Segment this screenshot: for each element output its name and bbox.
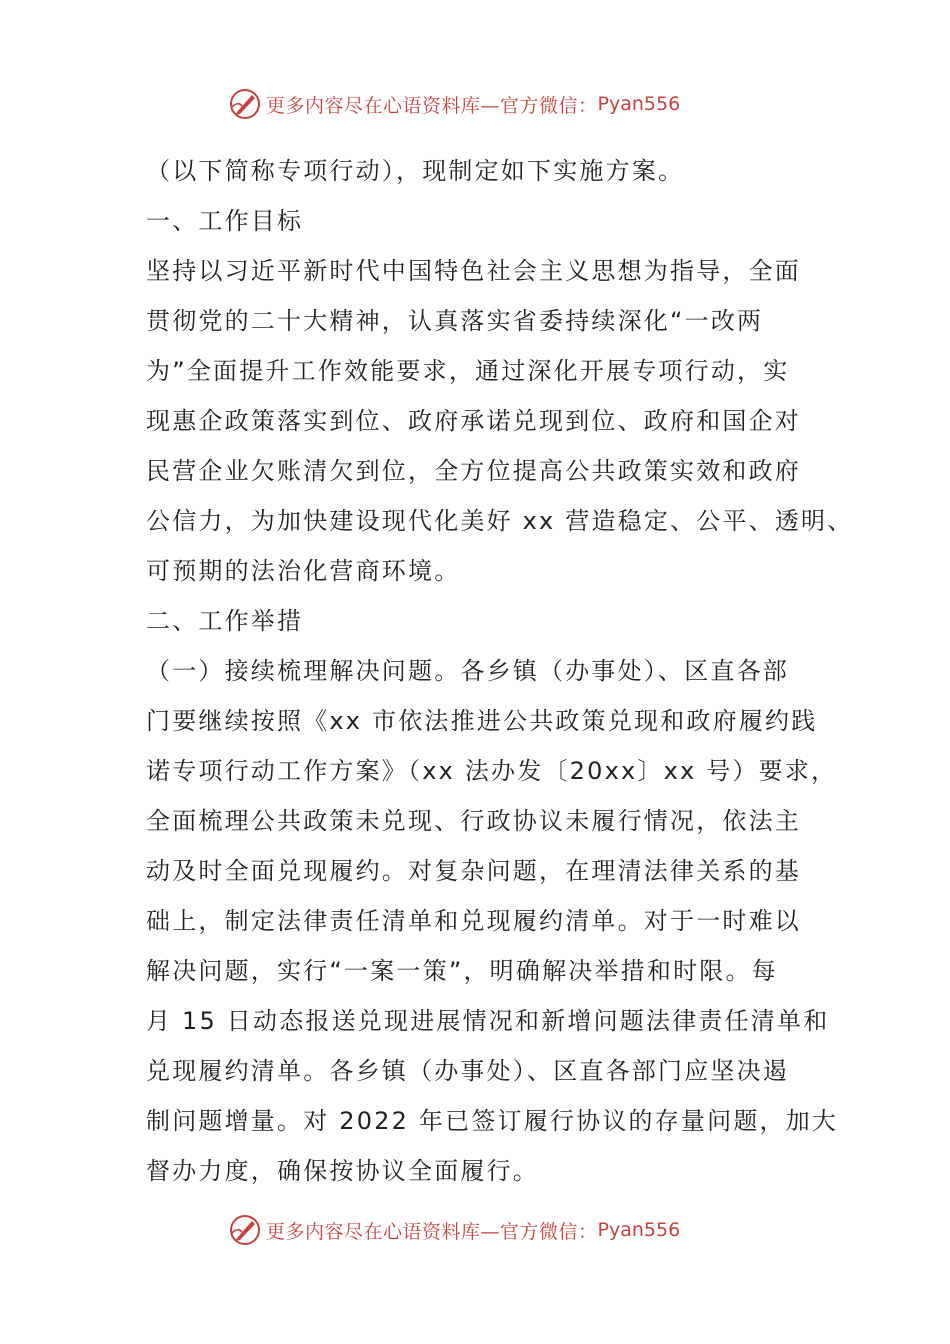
text-line: 门要继续按照《xx 市依法推进公共政策兑现和政府履约践 xyxy=(146,707,818,735)
text-line: （以下简称专项行动），现制定如下实施方案。 xyxy=(146,157,685,185)
text-line: 诺专项行动工作方案》（xx 法办发〔20xx〕xx 号）要求， xyxy=(146,757,838,785)
watermark-text: 更多内容尽在心语资料库—官方微信： xyxy=(266,1220,598,1243)
watermark-contact: Pyan556 xyxy=(597,1219,681,1241)
text-line: 现惠企政策落实到位、政府承诺兑现到位、政府和国企对 xyxy=(146,407,801,435)
text-line: 全面梳理公共政策未兑现、行政协议未履行情况，依法主 xyxy=(146,807,801,835)
document-body xyxy=(146,146,854,1196)
text-line: 坚持以习近平新时代中国特色社会主义思想为指导，全面 xyxy=(146,257,801,285)
text-line: 月 15 日动态报送兑现进展情况和新增问题法律责任清单和 xyxy=(146,1007,830,1035)
text-line: 可预期的法治化营商环境。 xyxy=(146,557,461,585)
watermark-contact: Pyan556 xyxy=(597,93,681,115)
header-watermark xyxy=(228,86,680,122)
text-line: 动及时全面兑现履约。对复杂问题，在理清法律关系的基 xyxy=(146,857,801,885)
footer-watermark xyxy=(228,1212,680,1248)
text-line: 兑现履约清单。各乡镇（办事处）、区直各部门应坚决遏 xyxy=(146,1057,789,1085)
text-line: 民营企业欠账清欠到位，全方位提高公共政策实效和政府 xyxy=(146,457,801,485)
section-heading: 二、工作举措 xyxy=(146,607,304,635)
watermark-text: 更多内容尽在心语资料库—官方微信： xyxy=(266,94,598,117)
text-line: 公信力，为加快建设现代化美好 xx 营造稳定、公平、透明、 xyxy=(146,507,854,535)
section-heading: 一、工作目标 xyxy=(146,207,304,235)
text-line: 贯彻党的二十大精神，认真落实省委持续深化“一改两 xyxy=(146,307,764,335)
text-line: 为”全面提升工作效能要求，通过深化开展专项行动，实 xyxy=(146,357,790,385)
quill-logo-icon xyxy=(228,87,262,121)
text-line: （一）接续梳理解决问题。各乡镇（办事处）、区直各部 xyxy=(146,657,789,685)
text-line: 础上，制定法律责任清单和兑现履约清单。对于一时难以 xyxy=(146,907,801,935)
quill-logo-icon xyxy=(228,1213,262,1247)
text-line: 督办力度，确保按协议全面履行。 xyxy=(146,1157,539,1185)
text-line: 解决问题，实行“一案一策”，明确解决举措和时限。每 xyxy=(146,957,778,985)
text-line: 制问题增量。对 2022 年已签订履行协议的存量问题，加大 xyxy=(146,1107,839,1135)
